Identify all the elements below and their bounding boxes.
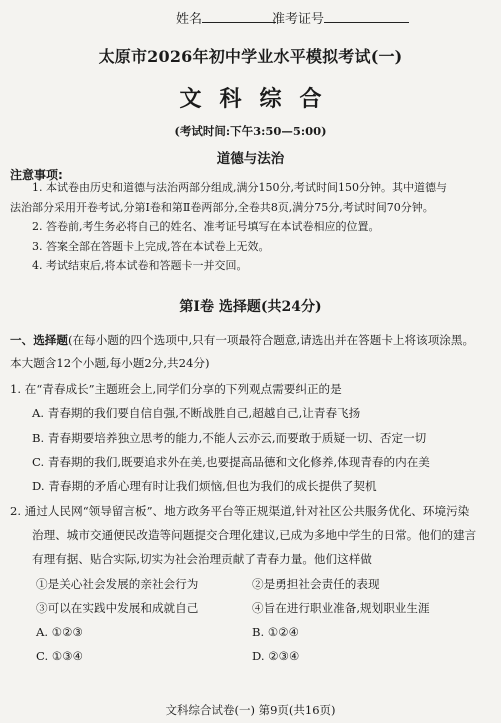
name-label: 姓名 <box>176 12 203 27</box>
section-title: 第Ⅰ卷 选择题(共24分) <box>179 299 322 315</box>
question-1-option: C. 青春期的我们,既要追求外在美,也要提高品德和文化修养,体现青春的内在美 <box>32 455 430 469</box>
question-2-stem-line: 治理、城市交通便民改造等问题提交合理化建议,已成为多地中学生的日常。他们的建言 <box>32 528 477 542</box>
instructions-text: (在每小题的四个选项中,只有一项最符合题意,请选出并在答题卡上将该项涂黑。 <box>67 333 475 347</box>
page-footer: 文科综合试卷(一) 第9页(共16页) <box>165 703 336 717</box>
question-2-option: B. ①②④ <box>252 625 300 639</box>
question-2-stem-line: 有理有据、贴合实际,切实为社会治理贡献了青春力量。他们这样做 <box>32 552 372 566</box>
question-2-option: D. ②③④ <box>252 649 300 663</box>
instructions-lead: 一、选择题 <box>10 333 68 347</box>
exam-number-field <box>272 8 409 27</box>
question-2-option: A. ①②③ <box>36 625 83 639</box>
question-2-statement: ②是勇担社会责任的表现 <box>252 577 380 591</box>
question-2-statement: ④旨在进行职业准备,规划职业生涯 <box>252 601 430 615</box>
name-field <box>176 8 276 27</box>
question-1-option: D. 青春期的矛盾心理有时让我们烦恼,但也为我们的成长提供了契机 <box>32 479 377 493</box>
instructions-line-2: 本大题含12个小题,每小题2分,共24分) <box>10 356 210 370</box>
exam-number-label: 准考证号 <box>272 12 325 27</box>
notes-heading: 注意事项: <box>10 168 63 182</box>
exam-title: 太原市2026年初中学业水平模拟考试(一) <box>98 47 403 66</box>
question-1-option: B. 青春期要培养独立思考的能力,不能人云亦云,而要敢于质疑一切、否定一切 <box>32 431 427 445</box>
subject-title: 道德与法治 <box>216 151 285 167</box>
note-line: 2. 答卷前,考生务必将自己的姓名、准考证号填写在本试卷相应的位置。 <box>32 220 380 233</box>
question-2-option: C. ①③④ <box>36 649 84 663</box>
note-line: 1. 本试卷由历史和道德与法治两部分组成,满分150分,考试时间150分钟。其中道德与 <box>32 181 447 194</box>
name-blank[interactable] <box>202 10 276 23</box>
note-line: 法治部分采用开卷考试,分第Ⅰ卷和第Ⅱ卷两部分,全卷共8页,满分75分,考试时间70分钟。 <box>10 201 434 214</box>
exam-time: (考试时间:下午3:50—5:00) <box>174 124 327 138</box>
exam-subtitle: 文科综合 <box>179 86 340 112</box>
question-2-statement: ①是关心社会发展的亲社会行为 <box>36 577 199 591</box>
exam-number-blank[interactable] <box>324 10 409 23</box>
instructions-line <box>10 332 474 348</box>
question-2-stem-line: 2. 通过人民网“领导留言板”、地方政务平台等正规渠道,针对社区公共服务优化、环境污染 <box>10 504 470 518</box>
note-line: 4. 考试结束后,将本试卷和答题卡一并交回。 <box>32 259 248 272</box>
question-1-option: A. 青春期的我们要自信自强,不断战胜自己,超越自己,让青春飞扬 <box>32 406 361 420</box>
question-2-statement: ③可以在实践中发展和成就自己 <box>36 601 199 615</box>
note-line: 3. 答案全部在答题卡上完成,答在本试卷上无效。 <box>32 240 270 253</box>
question-1-stem: 1. 在“青春成长”主题班会上,同学们分享的下列观点需要纠正的是 <box>10 382 342 396</box>
